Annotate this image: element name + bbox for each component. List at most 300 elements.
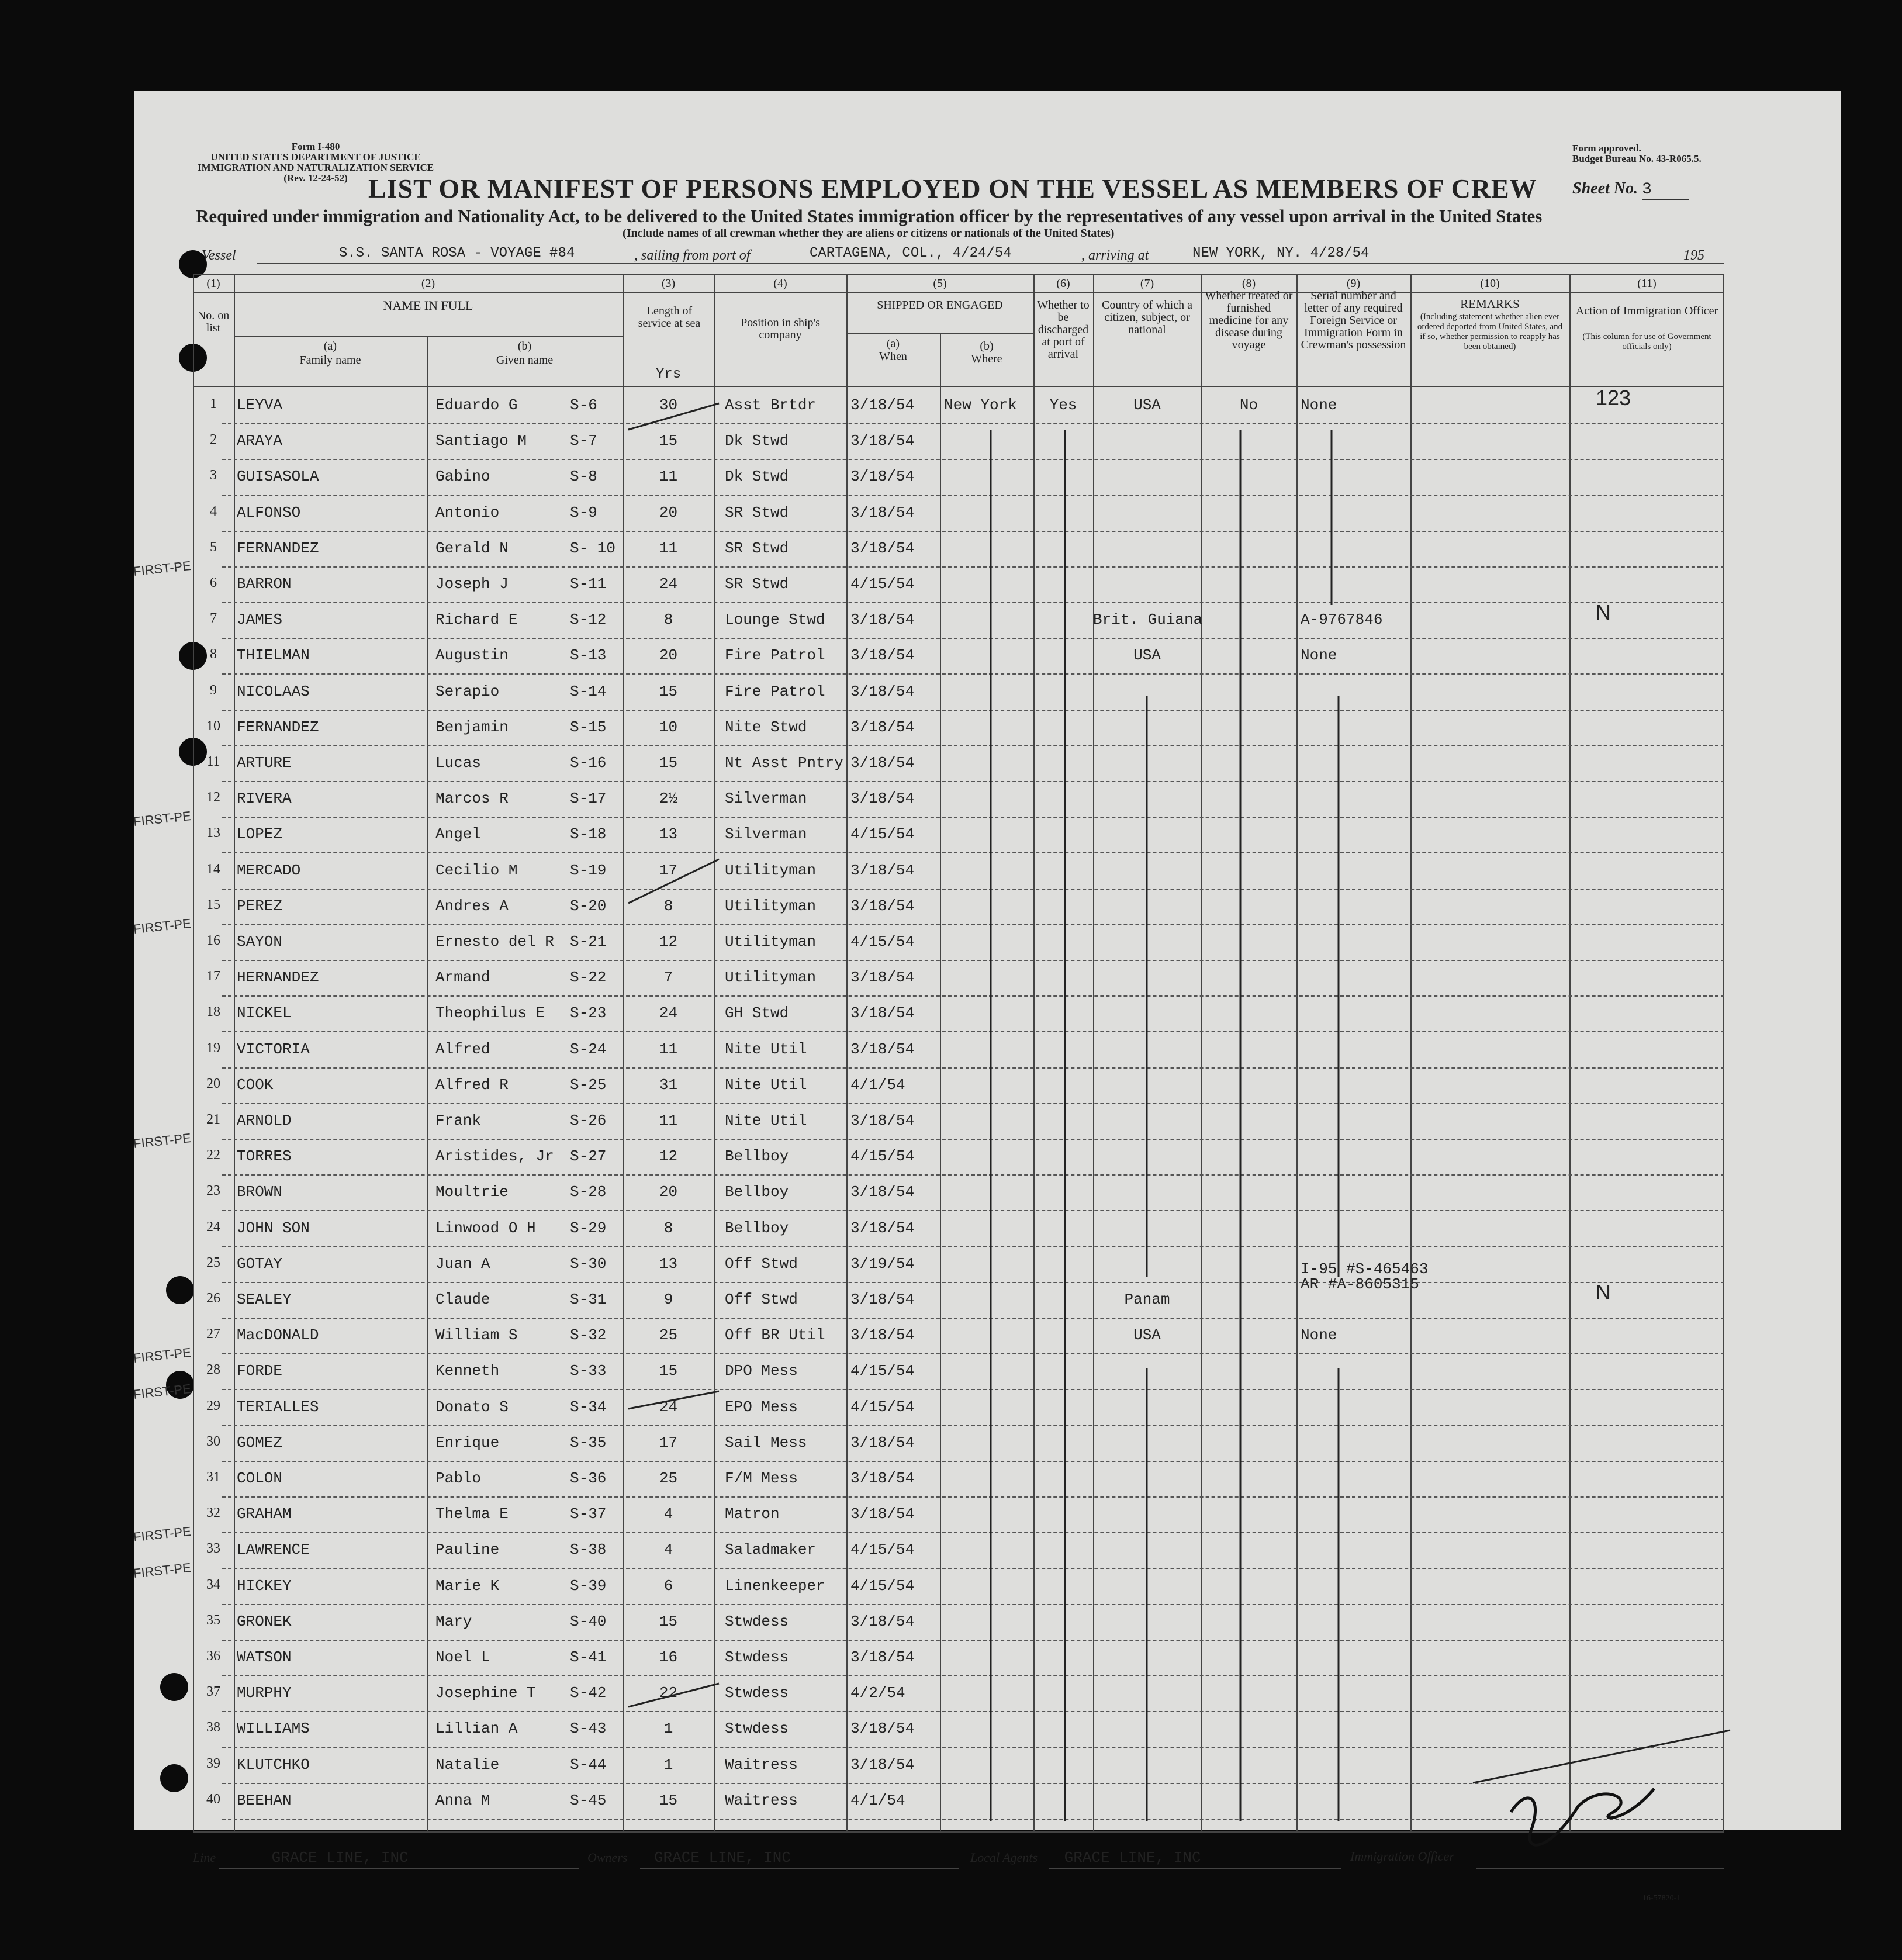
cell-shipped-when: 4/1/54 (850, 1791, 905, 1809)
cell-position: Stwdess (725, 1720, 789, 1738)
cell-given-name: Andres A (435, 897, 509, 915)
cell-family-name: BEEHAN (237, 1791, 292, 1809)
col-number-8: (8) (1242, 277, 1256, 290)
footer-officer-field (1350, 1849, 1454, 1864)
cell-country: Panam (1124, 1291, 1170, 1308)
cell-serial-number-secondary: AR #A-8605315 (1301, 1275, 1419, 1293)
cell-shipped-when: 4/15/54 (850, 1541, 915, 1559)
cell-shipped-when: 3/18/54 (850, 1326, 915, 1344)
cell-years-at-sea: 13 (659, 1254, 678, 1273)
col-number-5b: (b) (980, 340, 994, 352)
footer-agents-value: GRACE LINE, INC (1064, 1849, 1201, 1866)
col-heading-years-unit: Yrs (655, 367, 682, 382)
cell-row-number: 7 (210, 611, 217, 627)
cell-row-number: 34 (206, 1577, 220, 1592)
cell-family-name: NICOLAAS (237, 682, 310, 700)
cell-family-name: GOMEZ (237, 1433, 283, 1451)
cell-years-at-sea: 25 (659, 1326, 678, 1344)
cell-family-name: COOK (237, 1076, 274, 1094)
cell-row-number: 12 (206, 790, 220, 806)
cell-years-at-sea: 24 (659, 1004, 678, 1022)
cell-shipped-when: 3/18/54 (850, 539, 915, 557)
cell-row-number: 6 (210, 575, 217, 590)
cell-years-at-sea: 15 (659, 682, 678, 700)
cell-given-name: Noel L (435, 1648, 490, 1666)
department-name: UNITED STATES DEPARTMENT OF JUSTICE (210, 151, 421, 163)
cell-position: Nite Stwd (725, 718, 807, 736)
cell-years-at-sea: 31 (659, 1076, 678, 1094)
cell-row-number: 15 (206, 897, 220, 912)
cell-shipped-when: 3/18/54 (850, 611, 915, 629)
first-pe-annotation: FIRST-PE (132, 1345, 192, 1366)
cell-shipped-when: 3/18/54 (850, 1470, 915, 1487)
cell-given-name: Moultrie (435, 1183, 509, 1201)
cell-shipped-when: 4/15/54 (850, 1147, 915, 1166)
cell-years-at-sea: 11 (659, 468, 678, 486)
cell-family-name: JAMES (237, 611, 283, 629)
page-subtitle: Required under immigration and Nationality Act, to be delivered to the United States immigration officer by the representatives of any vessel upon arrival in the United States (196, 206, 1543, 226)
col-heading-discharged: Whether to be discharged at port of arrival (1037, 299, 1090, 361)
cell-shipped-when: 4/15/54 (850, 1398, 915, 1416)
col-number-5a: (a) (886, 337, 900, 350)
cell-family-name: BARRON (237, 575, 292, 593)
cell-given-name: Mary (435, 1612, 472, 1630)
cell-shipped-when: 3/18/54 (850, 718, 915, 736)
cell-shipped-when: 3/18/54 (850, 1112, 915, 1129)
cell-family-name: GUISASOLA (237, 468, 319, 486)
cell-family-name: GRAHAM (237, 1505, 292, 1523)
cell-years-at-sea: 25 (659, 1470, 678, 1487)
cell-position: Utilityman (725, 861, 817, 879)
col-number-2b: (b) (517, 340, 532, 352)
col-heading-list-number: No. on list (197, 309, 230, 334)
first-pe-annotation: FIRST-PE (132, 1131, 192, 1152)
cell-years-at-sea: 13 (659, 825, 678, 844)
cell-discharge-flag: Yes (1049, 396, 1077, 414)
cell-family-name: COLON (237, 1470, 283, 1487)
cell-crew-code: S-16 (570, 754, 607, 772)
cell-crew-code: S-13 (570, 647, 607, 665)
cell-position: EPO Mess (725, 1398, 798, 1416)
vessel-name: S.S. SANTA ROSA - VOYAGE #84 (339, 246, 575, 261)
cell-years-at-sea: 7 (663, 969, 673, 987)
cell-given-name: Serapio (435, 682, 500, 700)
cell-given-name: Thelma E (435, 1505, 509, 1523)
col-heading-country: Country of which a citizen, subject, or national (1102, 299, 1192, 336)
cell-years-at-sea: 9 (663, 1291, 673, 1308)
cell-family-name: KLUTCHKO (237, 1755, 310, 1774)
cell-position: Silverman (725, 790, 807, 808)
cell-crew-code: S-9 (570, 503, 597, 521)
cell-row-number: 18 (206, 1004, 220, 1020)
cell-position: Bellboy (725, 1147, 789, 1166)
cell-position: Off BR Util (725, 1326, 825, 1344)
cell-family-name: ARAYA (237, 432, 283, 450)
cell-family-name: FERNANDEZ (237, 539, 319, 557)
cell-position: Linenkeeper (725, 1577, 825, 1595)
cell-crew-code: S-29 (570, 1219, 607, 1237)
cell-row-number: 38 (206, 1720, 220, 1736)
cell-officer-action: N (1596, 600, 1611, 625)
cell-years-at-sea: 20 (659, 1183, 678, 1201)
cell-given-name: Pablo (435, 1470, 482, 1487)
cell-years-at-sea: 1 (663, 1755, 673, 1774)
cell-crew-code: S-8 (570, 468, 597, 486)
cell-crew-code: S-24 (570, 1040, 607, 1058)
cell-years-at-sea: 2½ (659, 790, 678, 808)
cell-position: Off Stwd (725, 1291, 798, 1308)
cell-years-at-sea: 24 (659, 1398, 678, 1416)
col-number-10: (10) (1480, 277, 1500, 290)
col-number-2: (2) (421, 277, 435, 290)
cell-shipped-when: 3/18/54 (850, 682, 915, 700)
cell-shipped-when: 3/18/54 (850, 1648, 915, 1666)
cell-position: Utilityman (725, 969, 817, 987)
cell-given-name: Frank (435, 1112, 482, 1129)
cell-crew-code: S-22 (570, 969, 607, 987)
footer-rule (1049, 1868, 1341, 1869)
cell-position: Sail Mess (725, 1433, 807, 1451)
cell-years-at-sea: 1 (663, 1720, 673, 1738)
cell-family-name: GOTAY (237, 1254, 283, 1273)
cell-family-name: PEREZ (237, 897, 283, 915)
cell-row-number: 4 (210, 503, 217, 519)
col-heading-when: When (879, 350, 907, 363)
cell-crew-code: S-30 (570, 1254, 607, 1273)
cell-family-name: BROWN (237, 1183, 283, 1201)
cell-years-at-sea: 22 (659, 1684, 678, 1702)
cell-position: SR Stwd (725, 575, 789, 593)
cell-given-name: Kenneth (435, 1362, 500, 1380)
form-number: Form I-480 (291, 141, 340, 152)
cell-row-number: 36 (206, 1648, 220, 1664)
footer-owners-value: GRACE LINE, INC (653, 1849, 791, 1866)
cell-crew-code: S-12 (570, 611, 607, 629)
cell-shipped-when: 3/18/54 (850, 1720, 915, 1738)
cell-years-at-sea: 20 (659, 503, 678, 521)
cell-crew-code: S-40 (570, 1612, 607, 1630)
cell-serial-number: I-95 #S-465463 (1301, 1260, 1429, 1278)
col-number-2a: (a) (323, 340, 337, 352)
cell-row-number: 14 (206, 861, 220, 877)
cell-row-number: 1 (210, 396, 217, 412)
cell-years-at-sea: 8 (663, 1219, 673, 1237)
cell-given-name: Pauline (435, 1541, 500, 1559)
cell-row-number: 29 (206, 1398, 220, 1413)
cell-position: Utilityman (725, 897, 817, 915)
cell-crew-code: S-35 (570, 1433, 607, 1451)
col-heading-remarks-note: (Including statement whether alien ever ordered deported from United States, and if so, whether permission to reapply has been obtained) (1417, 312, 1563, 351)
cell-shipped-when: 3/18/54 (850, 1219, 915, 1237)
col-heading-where: Where (971, 352, 1002, 365)
col-heading-medical: Whether treated or furnished medicine for any disease during voyage (1205, 289, 1293, 351)
cell-family-name: VICTORIA (237, 1040, 310, 1058)
cell-position: Nite Util (725, 1076, 807, 1094)
cell-country: USA (1133, 1326, 1161, 1344)
cell-row-number: 26 (206, 1291, 220, 1306)
cell-given-name: Josephine T (435, 1684, 536, 1702)
cell-position: Waitress (725, 1755, 798, 1774)
cell-shipped-when: 4/15/54 (850, 825, 915, 844)
col-heading-name: NAME IN FULL (383, 298, 473, 313)
cell-row-number: 24 (206, 1219, 220, 1235)
cell-years-at-sea: 17 (659, 1433, 678, 1451)
cell-family-name: LOPEZ (237, 825, 283, 844)
form-revision: (Rev. 12-24-52) (283, 172, 348, 184)
cell-shipped-when: 3/18/54 (850, 969, 915, 987)
cell-position: Nite Util (725, 1112, 807, 1129)
cell-given-name: Alfred (435, 1040, 490, 1058)
cell-position: Bellboy (725, 1219, 789, 1237)
cell-years-at-sea: 8 (663, 897, 673, 915)
cell-years-at-sea: 11 (659, 1040, 678, 1058)
footer-rule (219, 1868, 579, 1869)
cell-given-name: Marie K (435, 1577, 500, 1595)
cell-years-at-sea: 15 (659, 1362, 678, 1380)
cell-family-name: LEYVA (237, 396, 283, 414)
cell-crew-code: S-39 (570, 1577, 607, 1595)
col-heading-given-name: Given name (496, 354, 554, 367)
cell-crew-code: S-44 (570, 1755, 607, 1774)
cell-family-name: HERNANDEZ (237, 969, 319, 987)
cell-shipped-when: 3/18/54 (850, 754, 915, 772)
cell-crew-code: S-32 (570, 1326, 607, 1344)
cell-serial-number: None (1301, 647, 1337, 665)
cell-shipped-when: 3/18/54 (850, 396, 915, 414)
col-number-9: (9) (1346, 277, 1361, 290)
first-pe-annotation: FIRST-PE (132, 1560, 192, 1581)
cell-given-name: Richard E (435, 611, 518, 629)
cell-years-at-sea: 8 (663, 611, 673, 629)
cell-years-at-sea: 16 (659, 1648, 678, 1666)
footer-agents-label: Local Agents (970, 1850, 1038, 1865)
cell-given-name: Linwood O H (435, 1219, 536, 1237)
cell-shipped-when: 3/18/54 (850, 503, 915, 521)
cell-position: Fire Patrol (725, 682, 825, 700)
cell-position: Silverman (725, 825, 807, 844)
cell-row-number: 37 (206, 1684, 220, 1700)
cell-row-number: 30 (206, 1433, 220, 1449)
cell-row-number: 9 (210, 682, 217, 698)
footer-line-field (193, 1849, 409, 1866)
cell-family-name: WILLIAMS (237, 1720, 310, 1738)
cell-given-name: Ernesto del R (435, 933, 554, 950)
cell-family-name: NICKEL (237, 1004, 292, 1022)
cell-family-name: RIVERA (237, 790, 292, 808)
cell-serial-number: None (1301, 1326, 1337, 1344)
cell-shipped-when: 3/18/54 (850, 1004, 915, 1022)
cell-crew-code: S-36 (570, 1470, 607, 1487)
page-title: LIST OR MANIFEST OF PERSONS EMPLOYED ON THE VESSEL AS MEMBERS OF CREW (368, 174, 1537, 203)
cell-row-number: 33 (206, 1541, 220, 1557)
cell-shipped-when: 3/18/54 (850, 432, 915, 450)
cell-row-number: 8 (210, 647, 217, 662)
sailing-from-value: CARTAGENA, COL., 4/24/54 (810, 246, 1012, 261)
signature-stroke (1473, 1730, 1730, 1783)
strike-mark (628, 1391, 719, 1409)
cell-family-name: FORDE (237, 1362, 283, 1380)
cell-crew-code: S-25 (570, 1076, 607, 1094)
cell-given-name: Antonio (435, 503, 500, 521)
cell-position: Fire Patrol (725, 647, 825, 665)
cell-crew-code: S-17 (570, 790, 607, 808)
footer-line-value: GRACE LINE, INC (271, 1849, 409, 1866)
cell-family-name: TORRES (237, 1147, 292, 1166)
cell-family-name: MURPHY (237, 1684, 292, 1702)
cell-years-at-sea: 12 (659, 1147, 678, 1166)
cell-shipped-when: 3/18/54 (850, 1755, 915, 1774)
cell-row-number: 39 (206, 1755, 220, 1771)
col-number-5: (5) (933, 277, 947, 290)
strike-mark (628, 403, 719, 430)
cell-officer-action: 123 (1596, 386, 1631, 410)
cell-given-name: William S (435, 1326, 518, 1344)
approval-line: Form approved. (1572, 143, 1641, 154)
cell-position: F/M Mess (725, 1470, 798, 1487)
cell-crew-code: S-21 (570, 933, 607, 950)
cell-family-name: JOHN SON (237, 1219, 310, 1237)
print-code: 16-57820-1 (1642, 1894, 1681, 1903)
cell-years-at-sea: 10 (659, 718, 678, 736)
first-pe-annotation: FIRST-PE (132, 915, 192, 937)
cell-family-name: MacDONALD (237, 1326, 319, 1344)
cell-years-at-sea: 4 (663, 1505, 673, 1523)
cell-given-name: Joseph J (435, 575, 509, 593)
cell-family-name: LAWRENCE (237, 1541, 310, 1559)
cell-years-at-sea: 20 (659, 647, 678, 665)
footer-agents-field (970, 1849, 1201, 1866)
cell-years-at-sea: 11 (659, 539, 678, 557)
cell-shipped-when: 3/18/54 (850, 897, 915, 915)
cell-family-name: ALFONSO (237, 503, 301, 521)
cell-row-number: 20 (206, 1076, 220, 1091)
cell-family-name: ARTURE (237, 754, 292, 772)
col-heading-family-name: Family name (299, 354, 361, 367)
sheet-number-label: Sheet No. (1572, 179, 1638, 198)
cell-crew-code: S-14 (570, 682, 607, 700)
cell-row-number: 5 (210, 539, 217, 555)
cell-given-name: Anna M (435, 1791, 490, 1809)
cell-serial-number: A-9767846 (1301, 611, 1383, 629)
cell-given-name: Marcos R (435, 790, 509, 808)
col-heading-shipped-engaged: SHIPPED OR ENGAGED (877, 299, 1003, 312)
cell-years-at-sea: 15 (659, 432, 678, 450)
cell-family-name: TERIALLES (237, 1398, 319, 1416)
cell-medical-flag: No (1239, 396, 1258, 414)
cell-crew-code: S-45 (570, 1791, 607, 1809)
cell-shipped-when: 3/18/54 (850, 1612, 915, 1630)
strike-mark (628, 1684, 719, 1707)
col-heading-action: Action of Immigration Officer (1575, 305, 1718, 317)
officer-signature (1511, 1789, 1654, 1845)
cell-crew-code: S-34 (570, 1398, 607, 1416)
col-heading-position: Position in ship's company (741, 316, 820, 341)
footer-owners-label: Owners (587, 1850, 628, 1865)
cell-row-number: 32 (206, 1505, 220, 1521)
cell-shipped-when: 3/18/54 (850, 1505, 915, 1523)
cell-row-number: 19 (206, 1040, 220, 1056)
cell-given-name: Natalie (435, 1755, 500, 1774)
first-pe-annotation: FIRST-PE (132, 1381, 192, 1402)
cell-family-name: MERCADO (237, 861, 301, 879)
cell-position: Dk Stwd (725, 432, 789, 450)
cell-row-number: 23 (206, 1183, 220, 1199)
cell-row-number: 11 (206, 754, 220, 769)
cell-shipped-when: 3/18/54 (850, 861, 915, 879)
col-heading-length-of-service: Length of service at sea (638, 305, 701, 330)
cell-crew-code: S-15 (570, 718, 607, 736)
cell-years-at-sea: 4 (663, 1541, 673, 1559)
cell-shipped-when: 4/15/54 (850, 575, 915, 593)
sailing-from-label: , sailing from port of (634, 248, 751, 263)
cell-given-name: Benjamin (435, 718, 509, 736)
cell-position: Stwdess (725, 1648, 789, 1666)
cell-position: DPO Mess (725, 1362, 798, 1380)
cell-given-name: Donato S (435, 1398, 509, 1416)
sheet-number-value: 3 (1642, 181, 1689, 200)
first-pe-annotation: FIRST-PE (132, 558, 192, 579)
cell-shipped-when: 3/18/54 (850, 1183, 915, 1201)
cell-position: Nt Asst Pntry (725, 754, 843, 772)
cell-family-name: GRONEK (237, 1612, 292, 1630)
cell-position: Off Stwd (725, 1254, 798, 1273)
first-pe-annotation: FIRST-PE (132, 808, 192, 829)
budget-bureau-number: Budget Bureau No. 43-R065.5. (1572, 153, 1702, 164)
cell-shipped-when: 4/2/54 (850, 1684, 905, 1702)
cell-family-name: HICKEY (237, 1577, 292, 1595)
cell-row-number: 2 (210, 432, 217, 448)
cell-given-name: Theophilus E (435, 1004, 545, 1022)
cell-row-number: 31 (206, 1470, 220, 1485)
cell-position: Lounge Stwd (725, 611, 825, 629)
vessel-label: Vessel (202, 248, 236, 263)
col-number-4: (4) (773, 277, 787, 290)
cell-row-number: 21 (206, 1112, 220, 1127)
cell-shipped-when: 3/18/54 (850, 647, 915, 665)
cell-position: Stwdess (725, 1612, 789, 1630)
cell-given-name: Armand (435, 969, 490, 987)
cell-given-name: Santiago M (435, 432, 527, 450)
cell-row-number: 16 (206, 933, 220, 948)
arriving-at-value: NEW YORK, NY. 4/28/54 (1192, 246, 1370, 261)
col-number-1: (1) (206, 277, 220, 290)
cell-years-at-sea: 12 (659, 933, 678, 950)
cell-officer-action: N (1596, 1280, 1611, 1304)
cell-given-name: Augustin (435, 647, 509, 665)
cell-family-name: ARNOLD (237, 1112, 292, 1129)
col-heading-remarks: REMARKS (1460, 297, 1520, 311)
cell-row-number: 28 (206, 1362, 220, 1378)
strike-mark (628, 859, 719, 903)
cell-crew-code: S-37 (570, 1505, 607, 1523)
cell-crew-code: S-19 (570, 861, 607, 879)
cell-row-number: 35 (206, 1612, 220, 1628)
year-label: 195 (1683, 248, 1704, 263)
cell-crew-code: S-23 (570, 1004, 607, 1022)
cell-crew-code: S-18 (570, 825, 607, 844)
cell-row-number: 27 (206, 1326, 220, 1342)
page-subnote: (Include names of all crewman whether they are aliens or citizens or nationals of the United States) (623, 227, 1115, 240)
col-number-6: (6) (1056, 277, 1070, 290)
cell-given-name: Enrique (435, 1433, 500, 1451)
cell-shipped-when: 3/18/54 (850, 1291, 915, 1308)
cell-position: Asst Brtdr (725, 396, 817, 414)
footer-officer-label: Immigration Officer (1350, 1849, 1454, 1864)
col-number-3: (3) (661, 277, 676, 290)
cell-years-at-sea: 15 (659, 1612, 678, 1630)
cell-shipped-when: 3/18/54 (850, 1040, 915, 1058)
cell-shipped-where: New York (944, 396, 1017, 414)
